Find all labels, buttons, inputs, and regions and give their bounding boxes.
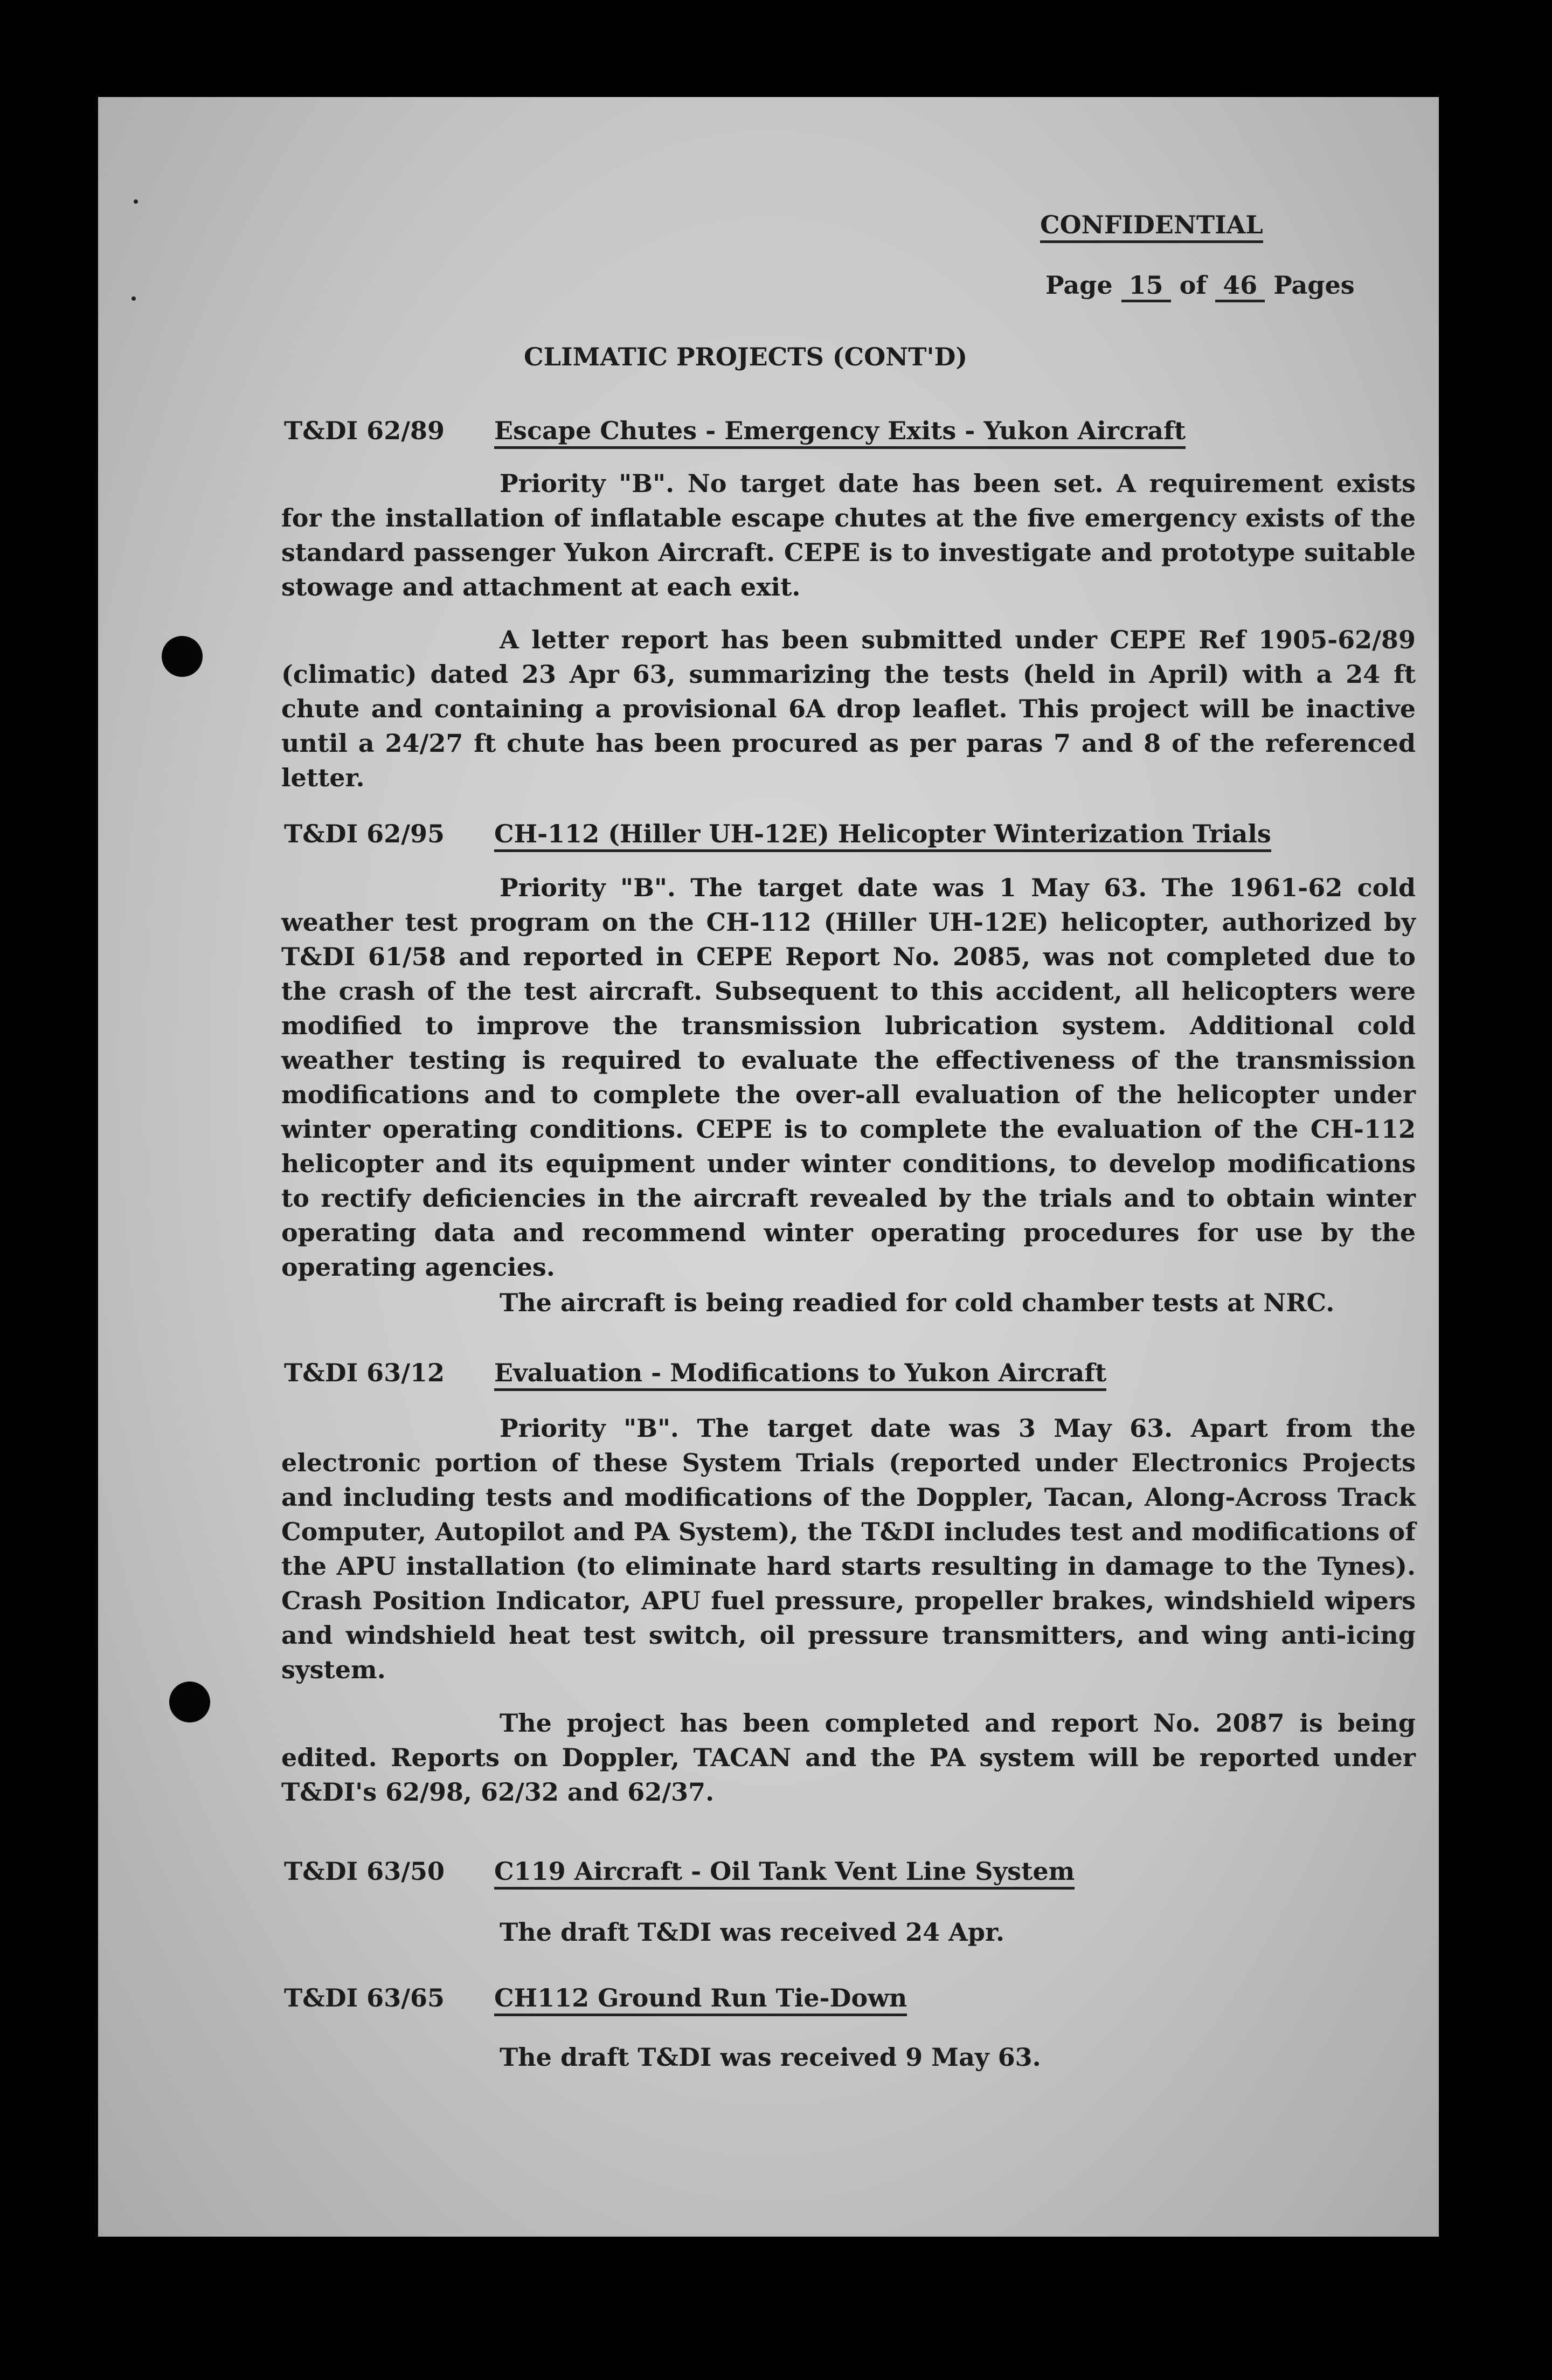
item-code: T&DI 63/50: [284, 1857, 445, 1886]
item-paragraph: Priority "B". No target date has been set. A requirement exists for the installation of inflatable escape chutes at the five emergency exists of the standard passenger Yukon Aircraft. CEPE is to investigate and prototype suitable stowage and attachment at each exit.: [281, 469, 1416, 601]
item-paragraph: Priority "B". The target date was 3 May 63. Apart from the electronic portion of these System Trials (reported under Electronics Projects and including tests and modifications of the Doppler, Tacan, Along-Across Track Computer, Autopilot and PA System), the T&DI includes test and modifications of the APU installation (to eliminate hard starts resulting in damage to the Tynes). Crash Position Indicator, APU fuel pressure, propeller brakes, windshield wipers and windshield heat test switch, oil pressure transmitters, and wing anti-icing system.: [281, 1414, 1416, 1684]
speck: [131, 296, 136, 301]
item-paragraph: The draft T&DI was received 9 May 63.: [500, 2043, 1041, 2072]
item-title: Evaluation - Modifications to Yukon Aircraft: [494, 1358, 1106, 1391]
page-number: 15: [1121, 271, 1171, 302]
item-paragraph: A letter report has been submitted under CEPE Ref 1905-62/89 (climatic) dated 23 Apr 63, summarizing the tests (held in April) with a 24 ft chute and containing a provisional 6A drop leaflet. This project will be inactive until a 24/27 ft chute has been procured as per paras 7 and 8 of the referenced letter.: [281, 625, 1416, 792]
item-code: T&DI 63/65: [284, 1983, 445, 2012]
speck: [134, 199, 138, 204]
item-paragraph: The aircraft is being readied for cold chamber tests at NRC.: [500, 1288, 1335, 1317]
item-paragraph: The project has been completed and report No. 2087 is being edited. Reports on Doppler, TACAN and the PA system will be reported under T&DI's 62/98, 62/32 and 62/37.: [281, 1708, 1416, 1807]
classification-label: CONFIDENTIAL: [1040, 210, 1263, 243]
of-word: of: [1179, 271, 1207, 300]
item-code: T&DI 62/95: [284, 819, 445, 848]
item-title: CH-112 (Hiller UH-12E) Helicopter Winterization Trials: [494, 819, 1271, 852]
item-title: CH112 Ground Run Tie-Down: [494, 1983, 907, 2016]
page-word: Page: [1045, 271, 1113, 300]
document-page: [98, 97, 1439, 2237]
item-paragraph: Priority "B". The target date was 1 May 63. The 1961-62 cold weather test program on the CH-112 (Hiller UH-12E) helicopter, authorized by T&DI 61/58 and reported in CEPE Report No. 2085, was not completed due to the crash of the test aircraft. Subsequent to this accident, all helicopters were modified to improve the transmission lubrication system. Additional cold weather testing is required to evaluate the effectiveness of the transmission modifications and to complete the over-all evaluation of the helicopter under winter operating conditions. CEPE is to complete the evaluation of the CH-112 helicopter and its equipment under winter conditions, to develop modifications to rectify deficiencies in the aircraft revealed by the trials and to obtain winter operating data and recommend winter operating procedures for use by the operating agencies.: [281, 873, 1416, 1282]
pages-word: Pages: [1273, 271, 1355, 300]
punch-hole: [162, 636, 203, 677]
item-title: C119 Aircraft - Oil Tank Vent Line System: [494, 1857, 1075, 1890]
punch-hole: [169, 1682, 210, 1722]
section-title: CLIMATIC PROJECTS (CONT'D): [524, 342, 968, 371]
item-code: T&DI 62/89: [284, 416, 445, 445]
item-title: Escape Chutes - Emergency Exits - Yukon Aircraft: [494, 416, 1186, 449]
item-code: T&DI 63/12: [284, 1358, 445, 1387]
total-pages: 46: [1215, 271, 1265, 302]
item-paragraph: The draft T&DI was received 24 Apr.: [500, 1918, 1005, 1947]
page-number-line: [1045, 271, 1355, 302]
